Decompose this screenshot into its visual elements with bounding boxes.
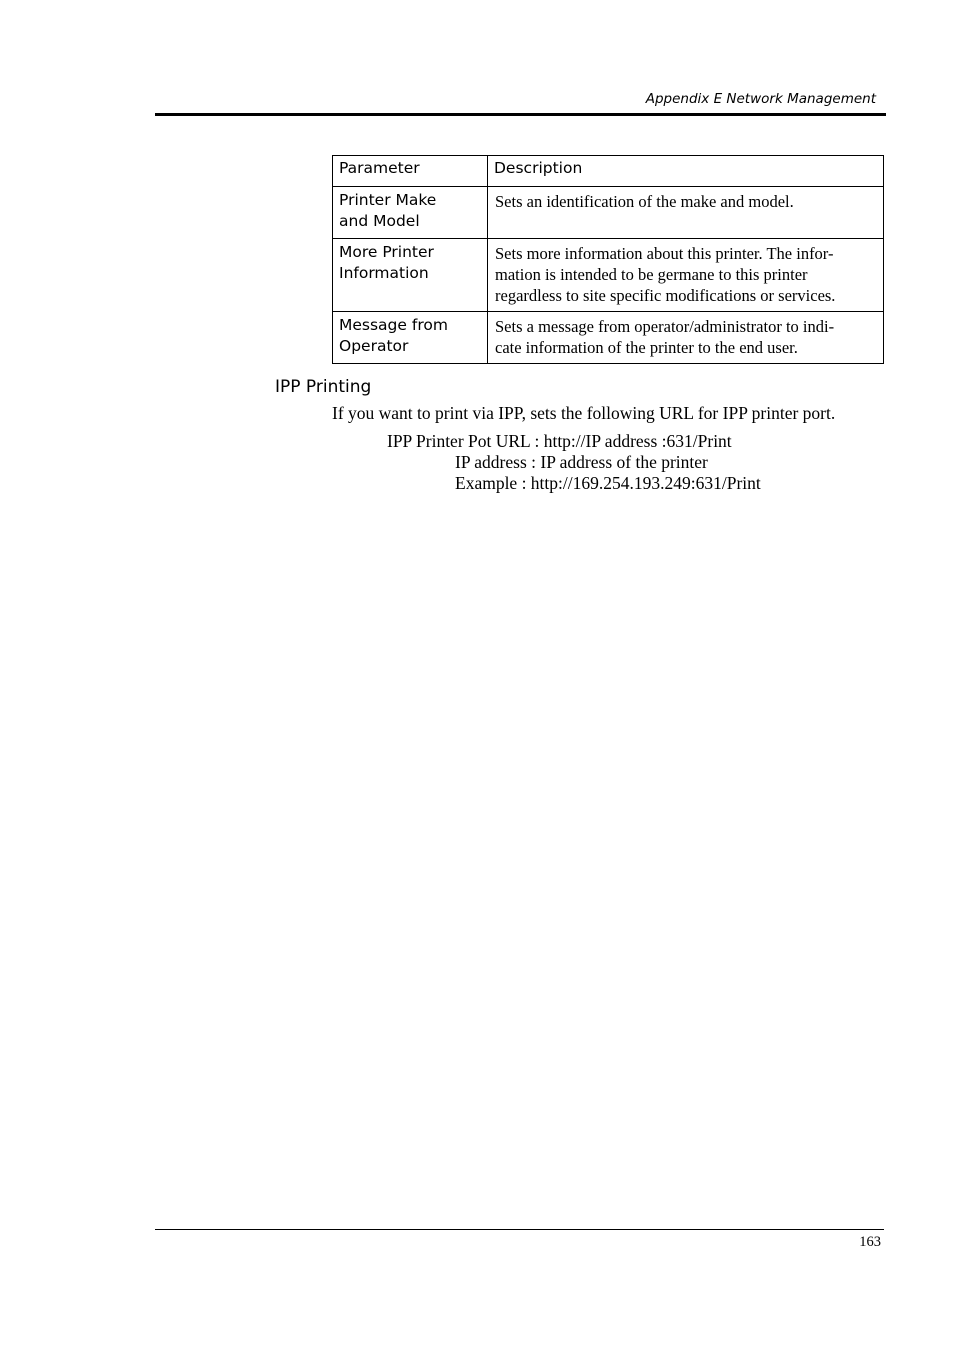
description-line: Sets an identification of the make and model. bbox=[495, 192, 794, 211]
parameter-line: Message from bbox=[339, 316, 448, 334]
column-header-description: Description bbox=[488, 156, 884, 187]
example-url-line: Example : http://169.254.193.249:631/Print bbox=[455, 473, 761, 493]
description-line: cate information of the printer to the end user. bbox=[495, 338, 798, 357]
section-heading: IPP Printing bbox=[275, 377, 372, 397]
table-row bbox=[333, 187, 884, 239]
description-line: Sets more information about this printer. The infor- bbox=[495, 244, 834, 263]
table-header-row bbox=[333, 156, 884, 187]
footer-rule bbox=[155, 1229, 884, 1230]
header-rule bbox=[155, 113, 886, 116]
running-header: Appendix E Network Management bbox=[645, 91, 876, 107]
description-line: mation is intended to be germane to this printer bbox=[495, 265, 808, 284]
description-cell bbox=[488, 239, 884, 312]
parameter-cell bbox=[333, 239, 488, 312]
table-row bbox=[333, 239, 884, 312]
ipp-url-line: IPP Printer Pot URL : http://IP address :631/Print bbox=[387, 431, 732, 451]
table-row bbox=[333, 312, 884, 364]
parameter-line: and Model bbox=[339, 212, 420, 230]
parameter-line: Printer Make bbox=[339, 191, 437, 209]
column-header-parameter: Parameter bbox=[333, 156, 488, 187]
description-cell bbox=[488, 312, 884, 364]
parameter-cell bbox=[333, 312, 488, 364]
parameter-line: More Printer bbox=[339, 243, 434, 261]
parameter-cell bbox=[333, 187, 488, 239]
ipp-intro-paragraph: If you want to print via IPP, sets the following URL for IPP printer port. bbox=[332, 403, 836, 423]
description-line: Sets a message from operator/administrator to indi- bbox=[495, 317, 835, 336]
description-line: regardless to site specific modifications or services. bbox=[495, 286, 836, 305]
page-number: 163 bbox=[859, 1234, 881, 1250]
parameter-line: Information bbox=[339, 264, 429, 282]
ip-address-line: IP address : IP address of the printer bbox=[455, 452, 708, 472]
parameter-line: Operator bbox=[339, 337, 409, 355]
description-cell bbox=[488, 187, 884, 239]
parameter-table bbox=[332, 155, 884, 364]
